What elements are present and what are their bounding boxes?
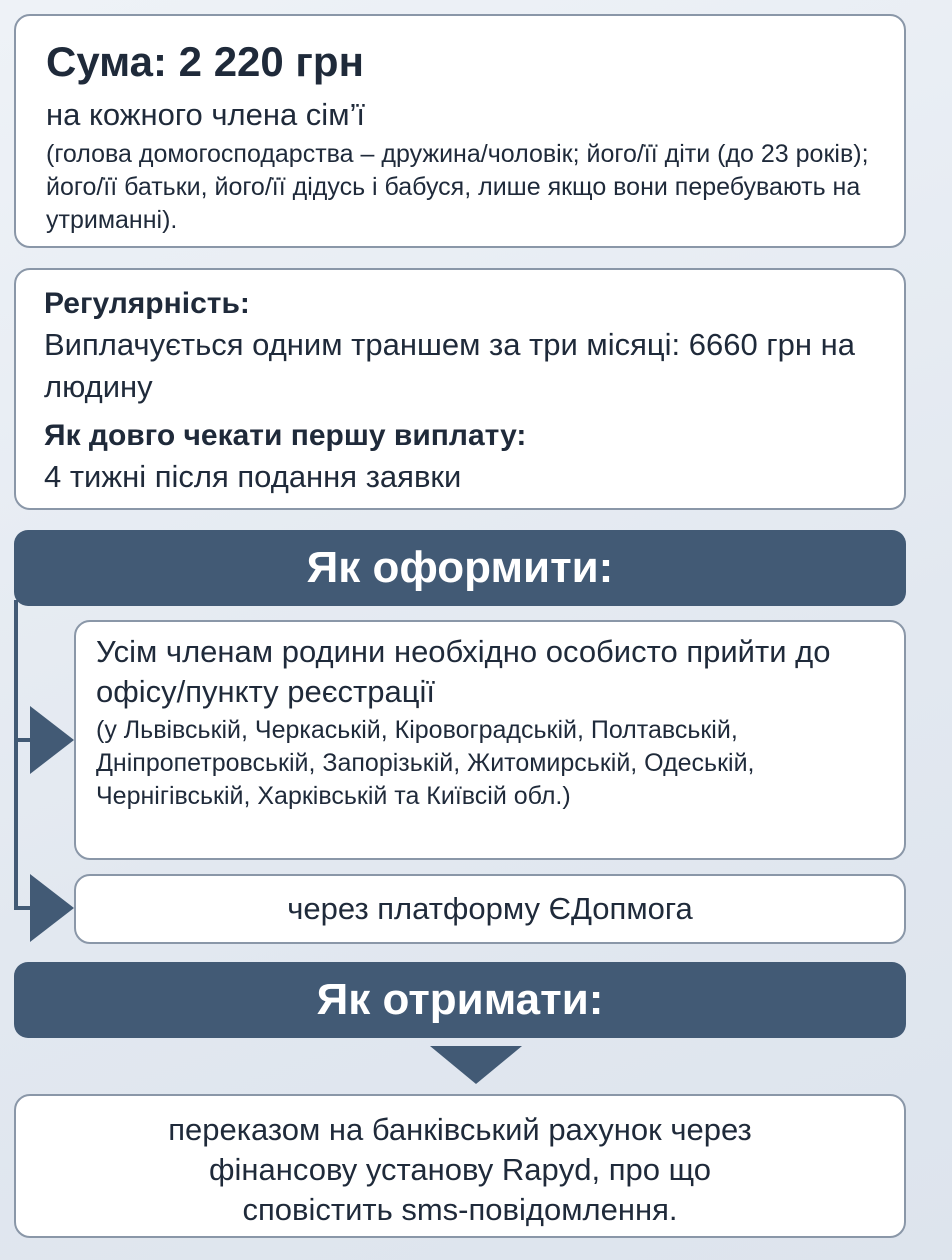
amount-note: (голова домогосподарства – дружина/чоловік; його/її діти (до 23 років); його/її батьки, його/її дідусь і бабуся, лише якщо вони перебувають на утриманні). xyxy=(46,140,869,234)
receive-banner: Як отримати: xyxy=(14,962,906,1038)
platform-option-card xyxy=(74,874,906,944)
platform-option-text: через платформу ЄДопмога xyxy=(287,891,693,926)
office-option-card xyxy=(74,620,906,860)
regularity-card xyxy=(14,268,906,510)
regularity-label: Регулярність: xyxy=(44,287,250,320)
arrow-down-icon xyxy=(430,1046,522,1084)
receive-method-card xyxy=(14,1094,906,1238)
first-payment-value: 4 тижні після подання заявки xyxy=(44,459,462,494)
office-option-note: (у Львівській, Черкаській, Кіровоградській, Полтавській, Дніпропетровській, Запорізькій, Житомирській, Одеській, Чернігівській, Харківській та Київсій обл.) xyxy=(96,716,755,810)
receive-method-text: переказом на банківський рахунок через фінансову установу Rapyd, про що сповістить sms-повідомлення. xyxy=(168,1112,752,1227)
apply-banner: Як оформити: xyxy=(14,530,906,606)
amount-subtitle: на кожного члена сім’ї xyxy=(46,97,366,132)
tree-connector xyxy=(14,600,18,908)
regularity-value: Виплачується одним траншем за три місяці: 6660 грн на людину xyxy=(44,327,855,404)
arrow-right-icon xyxy=(30,874,74,942)
arrow-right-icon xyxy=(30,706,74,774)
office-option-text: Усім членам родини необхідно особисто прийти до офісу/пункту реєстрації xyxy=(96,634,831,709)
amount-card xyxy=(14,14,906,248)
amount-title: Сума: 2 220 грн xyxy=(46,38,364,85)
first-payment-label: Як довго чекати першу виплату: xyxy=(44,419,527,452)
